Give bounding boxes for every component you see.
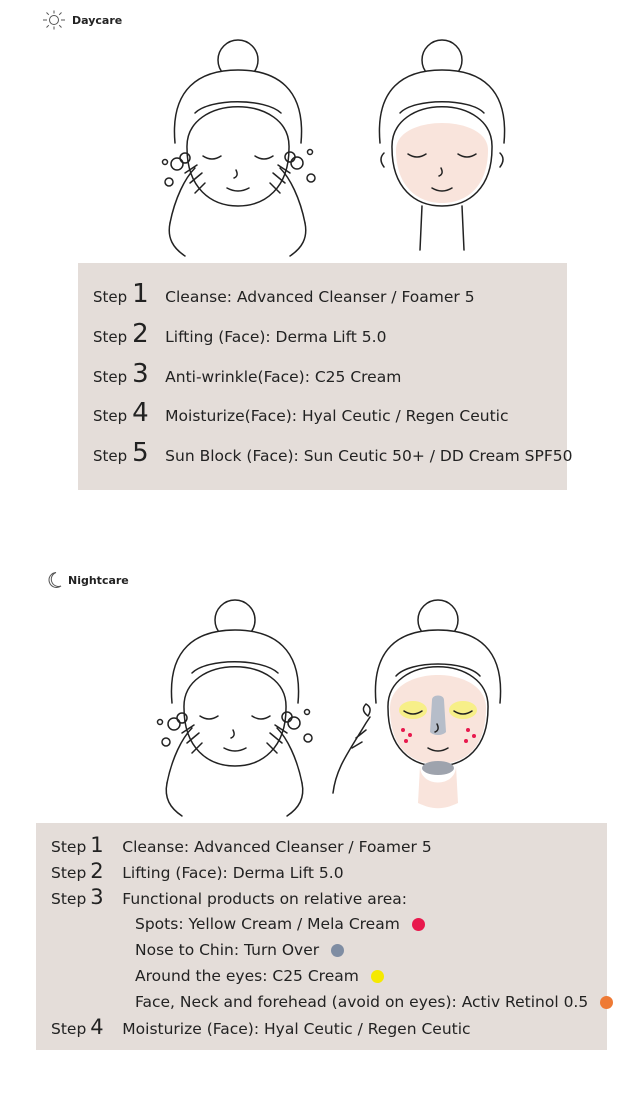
daycare-title: Daycare — [72, 13, 123, 27]
sun-icon — [42, 10, 66, 30]
step-number: 1 — [90, 833, 104, 857]
daycare-steps-panel — [78, 263, 573, 490]
step-number: 3 — [132, 359, 149, 389]
step-word: Step — [51, 838, 87, 856]
step-text: Cleanse: Advanced Cleanser / Foamer 5 — [122, 838, 432, 856]
step-text: Cleanse: Advanced Cleanser / Foamer 5 — [165, 288, 475, 306]
step-text: Lifting (Face): Derma Lift 5.0 — [165, 328, 387, 346]
step-text: Lifting (Face): Derma Lift 5.0 — [122, 864, 344, 882]
area-text: Around the eyes: C25 Cream — [135, 967, 359, 985]
step-word: Step — [51, 1020, 87, 1038]
eyes-color-dot — [371, 970, 384, 983]
step-word: Step — [51, 864, 87, 882]
nose-chin-color-dot — [331, 944, 344, 957]
day-step-1 — [93, 281, 475, 307]
area-spots — [135, 915, 425, 933]
step-word: Step — [93, 368, 128, 386]
step-word: Step — [51, 890, 87, 908]
day-step-3 — [93, 361, 401, 387]
step-text: Anti-wrinkle(Face): C25 Cream — [165, 368, 402, 386]
night-step-2 — [51, 861, 344, 882]
step-number: 4 — [90, 1015, 104, 1039]
daycare-header — [42, 10, 122, 30]
step-word: Step — [93, 288, 128, 306]
day-step-4 — [93, 400, 509, 426]
day-step-5 — [93, 440, 572, 466]
area-face-neck-forehead — [135, 993, 613, 1011]
area-text: Nose to Chin: Turn Over — [135, 941, 320, 959]
area-around-eyes — [135, 967, 384, 985]
step-number: 5 — [132, 438, 149, 468]
washing-face-illustration — [152, 598, 317, 818]
night-step-4 — [51, 1017, 471, 1038]
night-step-3 — [51, 887, 407, 908]
moon-icon — [46, 571, 62, 589]
step-text: Moisturize (Face): Hyal Ceutic / Regen Ceutic — [122, 1020, 471, 1038]
step-text: Moisturize(Face): Hyal Ceutic / Regen Ceutic — [165, 407, 509, 425]
night-step-1 — [51, 835, 432, 856]
face-neck-color-dot — [600, 996, 613, 1009]
day-step-2 — [93, 321, 386, 347]
area-nose-to-chin — [135, 941, 344, 959]
step-number: 1 — [132, 279, 149, 309]
applying-product-face-illustration — [328, 598, 508, 818]
step-word: Step — [93, 447, 128, 465]
nightcare-steps-panel — [36, 823, 607, 1050]
area-text: Face, Neck and forehead (avoid on eyes): Activ Retinol 0.5 — [135, 993, 589, 1011]
step-word: Step — [93, 407, 128, 425]
area-text: Spots: Yellow Cream / Mela Cream — [135, 915, 400, 933]
washing-face-illustration — [155, 38, 320, 258]
clean-face-illustration — [372, 38, 512, 258]
step-text: Sun Block (Face): Sun Ceutic 50+ / DD Cream SPF50 — [165, 447, 573, 465]
step-number: 2 — [90, 859, 104, 883]
step-text: Functional products on relative area: — [122, 890, 407, 908]
step-number: 2 — [132, 319, 149, 349]
step-word: Step — [93, 328, 128, 346]
nightcare-header — [46, 571, 129, 589]
spots-color-dot — [412, 918, 425, 931]
step-number: 4 — [132, 398, 149, 428]
step-number: 3 — [90, 885, 104, 909]
nightcare-title: Nightcare — [68, 573, 129, 587]
